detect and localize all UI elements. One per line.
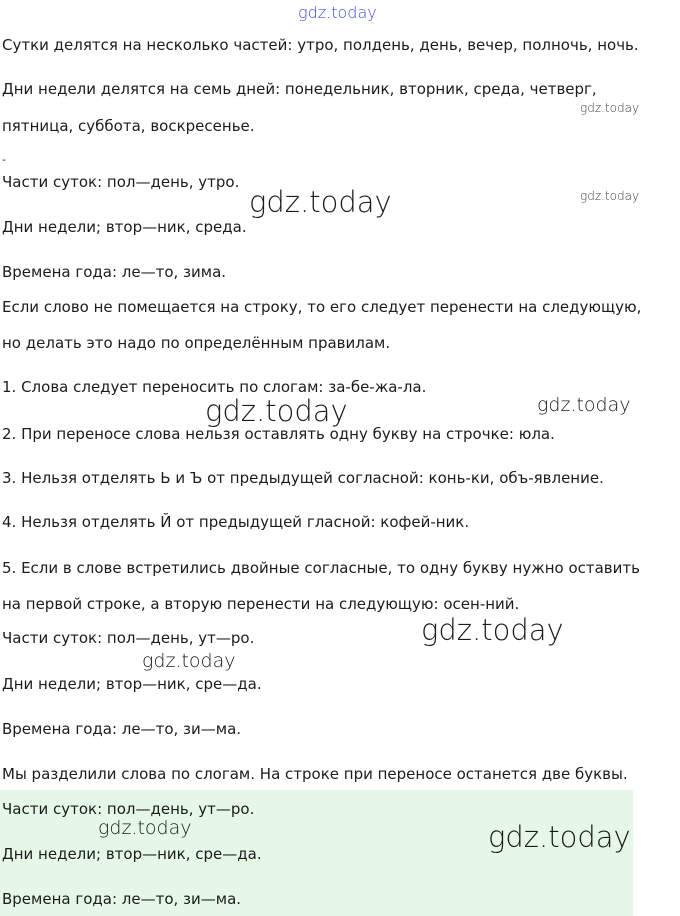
answer-line: Дни недели; втор—ник, сре—да. [2, 845, 262, 863]
text-line: Части суток: пол—день, утро. [2, 173, 240, 191]
text-line: 3. Нельзя отделять Ь и Ъ от предыдущей согласной: конь-ки, объ-явление. [2, 469, 604, 487]
watermark: gdz.today [580, 101, 640, 115]
answer-line: Времена года: ле—то, зи—ма. [2, 890, 242, 908]
answer-line: Части суток: пол—день, ут—ро. [2, 800, 255, 818]
text-line: Дни недели; втор—ник, среда. [2, 218, 247, 236]
text-line: 4. Нельзя отделять Й от предыдущей гласной: кофей-ник. [2, 513, 470, 531]
watermark: gdz.today [142, 650, 236, 672]
text-line: Сутки делятся на несколько частей: утро, полдень, день, вечер, полночь, ночь. [2, 36, 639, 54]
text-line: Части суток: пол—день, ут—ро. [2, 629, 255, 647]
text-line: Времена года: ле—то, зима. [2, 263, 227, 281]
watermark: gdz.today [488, 820, 631, 854]
dash-line: - [2, 153, 6, 166]
text-line: Мы разделили слова по слогам. На строке при переносе останется две буквы. [2, 765, 628, 783]
watermark: gdz.today [421, 613, 564, 647]
text-line: пятница, суббота, воскресенье. [2, 117, 255, 135]
text-line: Дни недели; втор—ник, сре—да. [2, 675, 262, 693]
text-line: 2. При переносе слова нельзя оставлять одну букву на строчке: юла. [2, 425, 555, 443]
text-line: 5. Если в слове встретились двойные согласные, то одну букву нужно оставить [2, 559, 640, 577]
text-line: Дни недели делятся на семь дней: понедельник, вторник, среда, четверг, [2, 80, 597, 98]
text-line: Если слово не помещается на строку, то его следует перенести на следующую, [2, 298, 642, 316]
text-line: но делать это надо по определённым правилам. [2, 334, 391, 352]
text-line: на первой строке, а вторую перенести на следующую: осен-ний. [2, 595, 520, 613]
watermark: gdz.today [98, 817, 192, 839]
text-line: Времена года: ле—то, зи—ма. [2, 720, 242, 738]
watermark: gdz.today [205, 394, 348, 428]
watermark: gdz.today [580, 189, 640, 203]
watermark: gdz.today [537, 394, 631, 416]
watermark-top: gdz.today [298, 3, 377, 22]
watermark: gdz.today [249, 185, 392, 219]
text-line: 1. Слова следует переносить по слогам: за-бе-жа-ла. [2, 378, 427, 396]
